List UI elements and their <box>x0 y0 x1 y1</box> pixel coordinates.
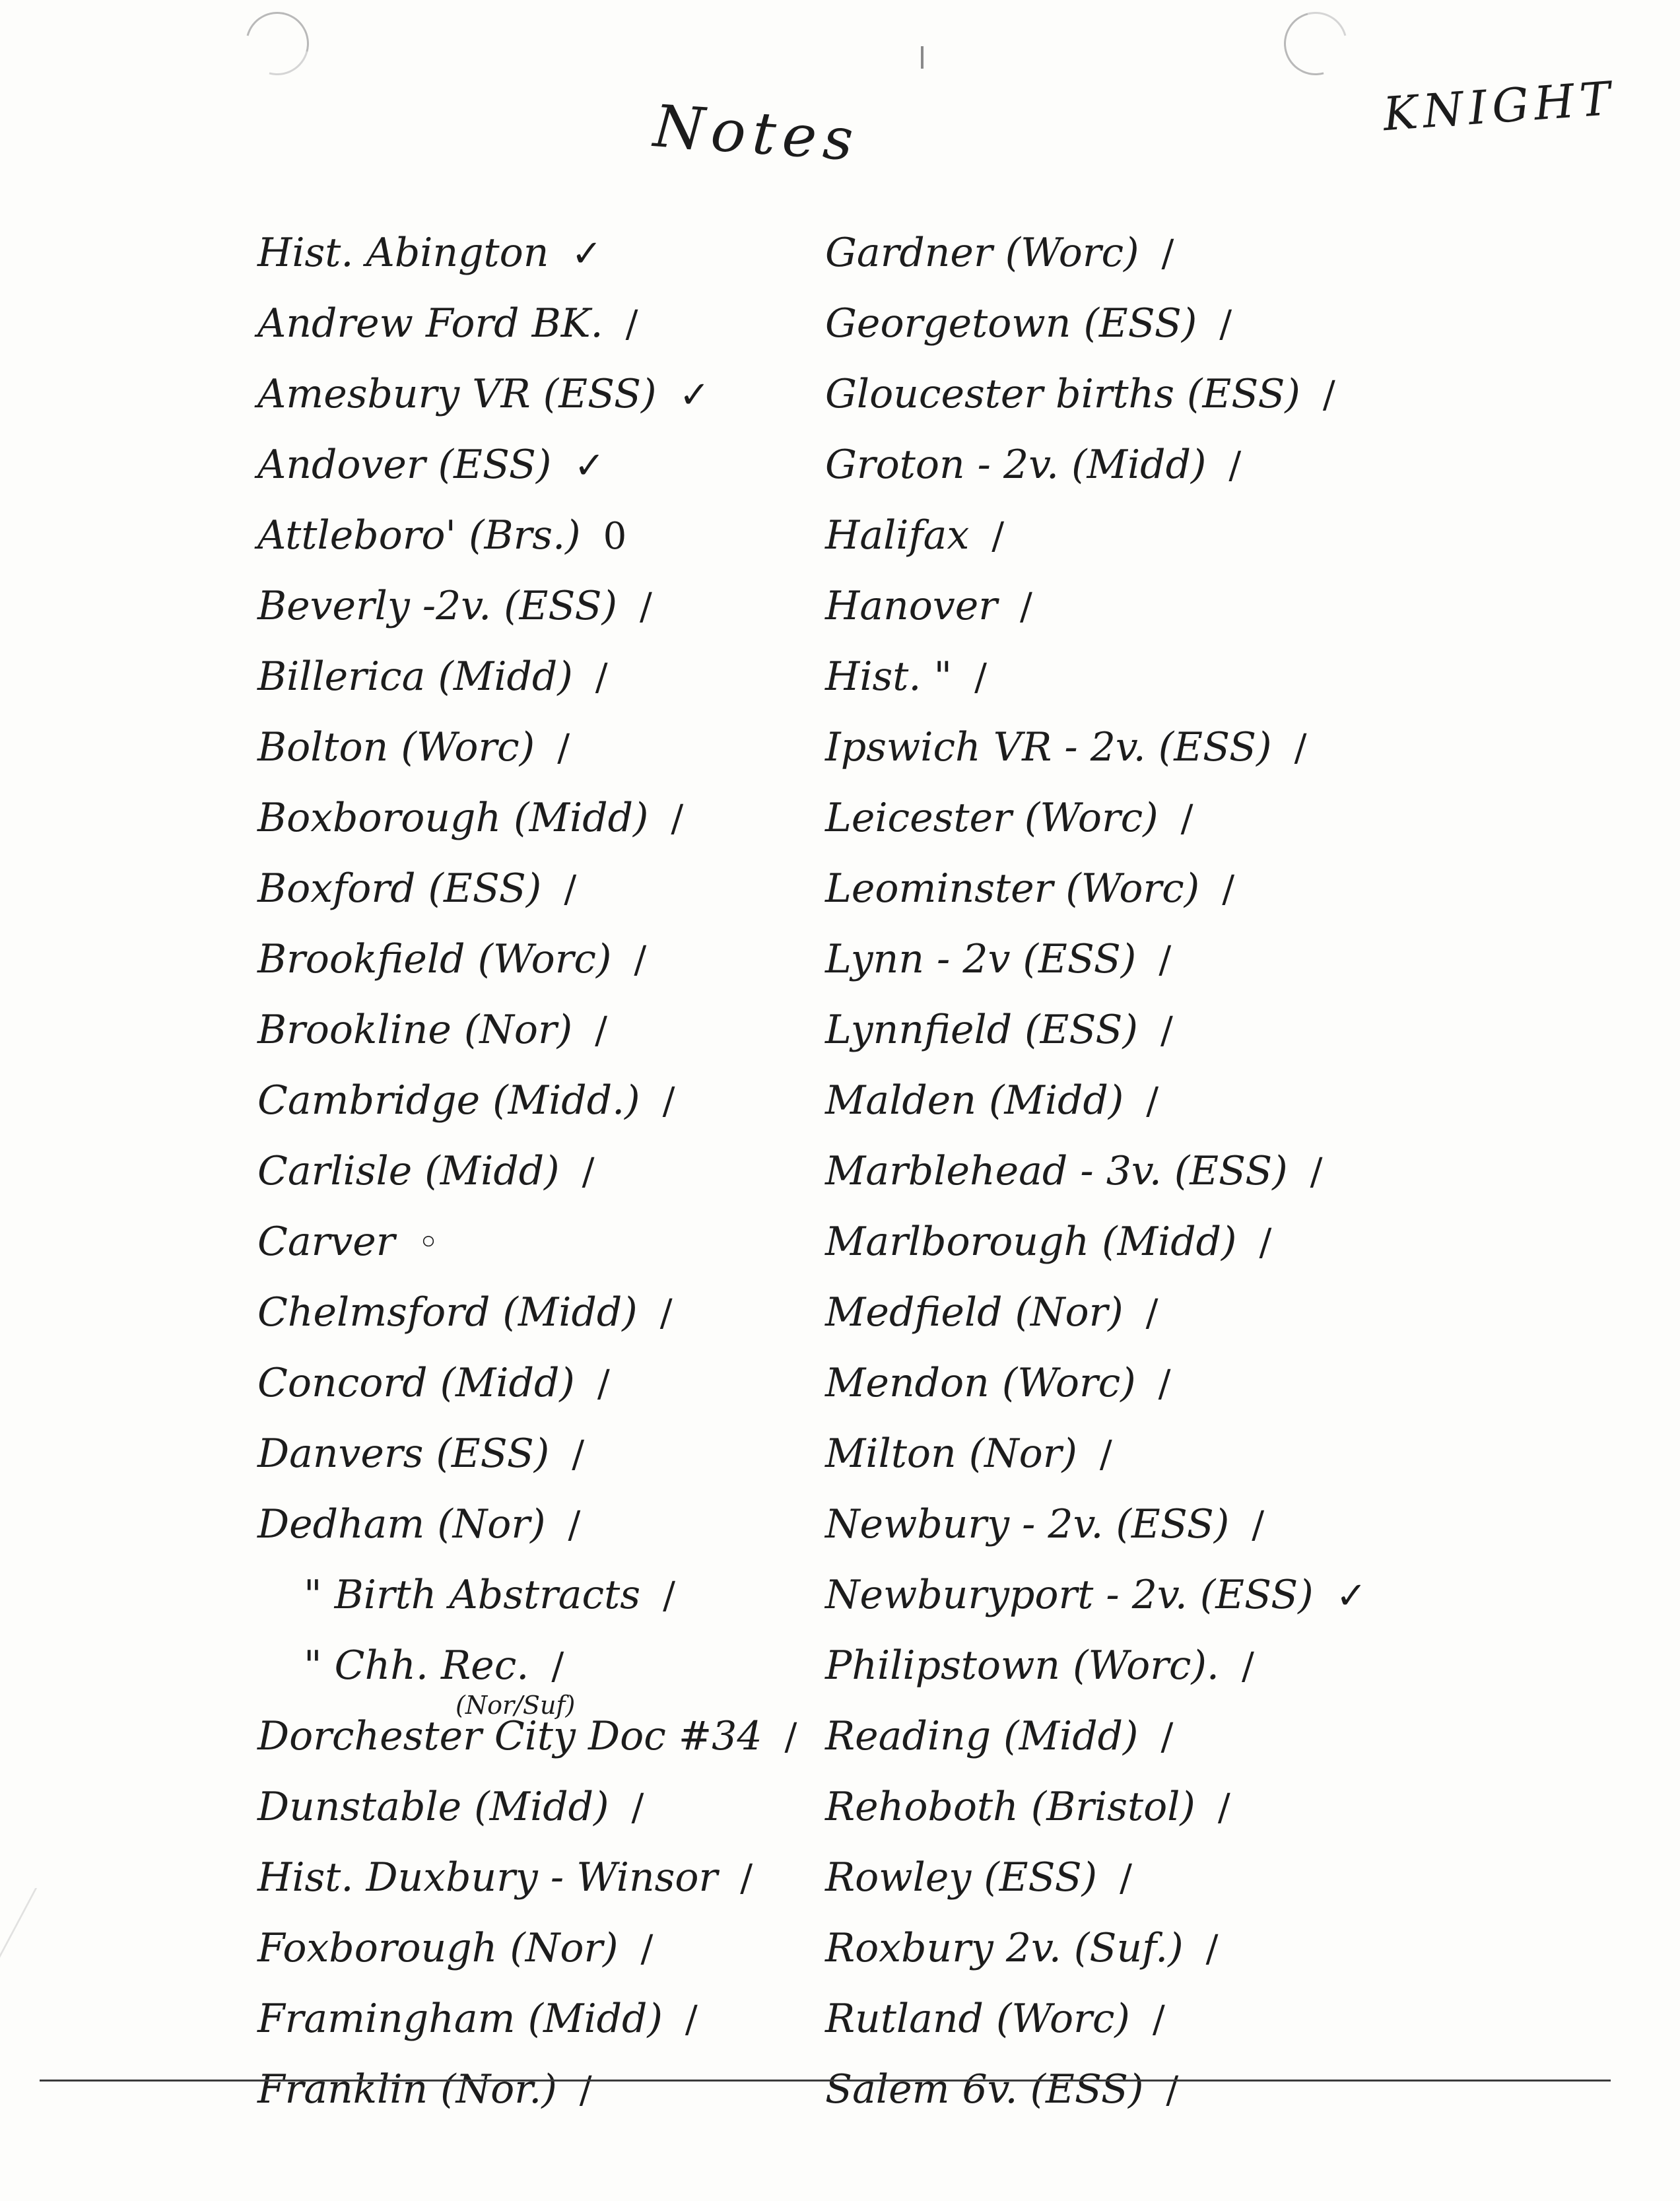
check-mark-icon: / <box>1160 1009 1173 1052</box>
entry-text: Hist. Abington <box>257 230 549 276</box>
check-mark-icon: ◦ <box>417 1221 440 1264</box>
list-item <box>825 288 1419 359</box>
list-item <box>257 854 852 924</box>
list-item <box>257 1136 852 1207</box>
entry-text: Boxborough (Midd) <box>257 795 649 841</box>
list-item <box>825 500 1419 571</box>
check-mark-icon: / <box>625 303 638 346</box>
list-item <box>825 2054 1419 2125</box>
entry-text: Newbury - 2v. (ESS) <box>825 1501 1230 1547</box>
list-item <box>257 1277 852 1348</box>
check-mark-icon: / <box>1146 1080 1159 1123</box>
check-mark-icon: ✓ <box>571 232 603 275</box>
check-mark-icon: / <box>974 656 988 699</box>
check-mark-icon: / <box>597 1363 610 1405</box>
entry-text: Carver <box>257 1219 395 1265</box>
entry-text: Lynn - 2v (ESS) <box>825 936 1137 982</box>
entry-text: Hist. Duxbury - Winsor <box>257 1854 718 1901</box>
entry-text: Milton (Nor) <box>825 1431 1077 1477</box>
entry-text: Gloucester births (ESS) <box>825 371 1300 417</box>
check-mark-icon: ✓ <box>679 374 710 417</box>
list-item <box>257 500 852 571</box>
list-item <box>825 1701 1419 1772</box>
list-item <box>825 359 1419 430</box>
list-item <box>825 1772 1419 1843</box>
check-mark-icon: / <box>1222 868 1235 911</box>
check-mark-icon: / <box>663 1575 675 1617</box>
list-item <box>825 1277 1419 1348</box>
list-item <box>825 430 1419 500</box>
check-mark-icon: / <box>595 1009 607 1052</box>
check-mark-icon: / <box>1294 727 1307 770</box>
surname-heading: KNIGHT <box>1381 71 1618 142</box>
check-mark-icon: 0 <box>603 515 627 558</box>
check-mark-icon: / <box>551 1645 564 1688</box>
list-item <box>825 1560 1419 1631</box>
check-mark-icon: ✓ <box>1335 1575 1367 1617</box>
list-item <box>825 642 1419 712</box>
list-item <box>257 1913 852 1984</box>
list-item <box>825 1913 1419 1984</box>
check-mark-icon: / <box>1160 1716 1174 1759</box>
check-mark-icon: / <box>639 586 652 628</box>
entry-text: Georgetown (ESS) <box>825 300 1197 347</box>
entry-text: Beverly -2v. (ESS) <box>257 583 617 629</box>
check-mark-icon: / <box>1217 1786 1230 1829</box>
check-mark-icon: / <box>572 1433 585 1476</box>
entry-text: Franklin (Nor.) <box>257 2066 557 2113</box>
entry-text: Amesbury VR (ESS) <box>257 371 657 417</box>
entry-text: Mendon (Worc) <box>825 1360 1136 1406</box>
entry-text: Malden (Midd) <box>825 1077 1124 1124</box>
entry-text: Foxborough (Nor) <box>257 1925 619 1971</box>
list-item <box>825 1348 1419 1419</box>
list-item <box>257 218 852 288</box>
list-item <box>825 854 1419 924</box>
entry-annotation: (Nor/Suf) <box>455 1691 576 1720</box>
check-mark-icon: / <box>671 797 684 840</box>
entry-text: Danvers (ESS) <box>257 1431 550 1477</box>
list-item <box>825 1066 1419 1136</box>
check-mark-icon: / <box>1152 1998 1165 2041</box>
entry-text: Leicester (Worc) <box>825 795 1159 841</box>
check-mark-icon: / <box>634 939 647 982</box>
list-item <box>257 995 852 1066</box>
entry-text: Rehoboth (Bristol) <box>825 1784 1195 1830</box>
list-item <box>257 1691 852 1772</box>
entry-text: Andrew Ford BK. <box>257 300 603 347</box>
list-item <box>257 924 852 995</box>
list-item <box>825 995 1419 1066</box>
entry-text: " Birth Abstracts <box>304 1572 641 1618</box>
entry-text: Ipswich VR - 2v. (ESS) <box>825 724 1272 770</box>
check-mark-icon: / <box>1241 1645 1254 1688</box>
check-mark-icon: / <box>1159 939 1172 982</box>
check-mark-icon: / <box>991 515 1005 558</box>
entry-text: Attleboro' (Brs.) <box>257 512 581 559</box>
check-mark-icon: / <box>631 1786 644 1829</box>
entry-text: Hist. " <box>825 654 953 700</box>
check-mark-icon: / <box>685 1998 698 2041</box>
entry-text: Marblehead - 3v. (ESS) <box>825 1148 1288 1194</box>
entry-text: Roxbury 2v. (Suf.) <box>825 1925 1184 1971</box>
check-mark-icon: / <box>1219 303 1232 346</box>
check-mark-icon: / <box>1180 797 1193 840</box>
entry-text: Chelmsford (Midd) <box>257 1289 638 1336</box>
list-item <box>257 288 852 359</box>
list-item <box>257 1984 852 2054</box>
entry-text: Cambridge (Midd.) <box>257 1077 640 1124</box>
check-mark-icon: / <box>1166 2069 1179 2112</box>
bottom-edge-line <box>40 2080 1611 2082</box>
entry-text: Rowley (ESS) <box>825 1854 1098 1901</box>
check-mark-icon: / <box>1120 1857 1132 1900</box>
entry-text: Gardner (Worc) <box>825 230 1139 276</box>
entry-text: Bolton (Worc) <box>257 724 535 770</box>
list-item <box>257 1843 852 1913</box>
list-item <box>257 1207 852 1277</box>
entry-text: Brookfield (Worc) <box>257 936 612 982</box>
check-mark-icon: / <box>579 2069 592 2112</box>
list-item <box>257 1560 852 1631</box>
list-item <box>257 1489 852 1560</box>
entry-text: Hanover <box>825 583 997 629</box>
entry-text: Salem 6v. (ESS) <box>825 2066 1144 2113</box>
check-mark-icon: / <box>659 1292 673 1335</box>
check-mark-icon: / <box>595 656 608 699</box>
entry-text: Groton - 2v. (Midd) <box>825 442 1207 488</box>
list-item <box>825 1984 1419 2054</box>
entry-text: Andover (ESS) <box>257 442 552 488</box>
list-item <box>257 783 852 854</box>
list-item <box>257 642 852 712</box>
check-mark-icon: / <box>1099 1433 1112 1476</box>
check-mark-icon: / <box>564 868 577 911</box>
check-mark-icon: / <box>1161 232 1174 275</box>
list-item <box>825 571 1419 642</box>
check-mark-icon: / <box>1228 444 1242 487</box>
list-item <box>825 1419 1419 1489</box>
list-item <box>825 783 1419 854</box>
page-fold-mark <box>0 1888 116 2020</box>
page-title: Notes <box>651 92 862 174</box>
list-item <box>257 571 852 642</box>
list-item <box>257 1419 852 1489</box>
list-item <box>257 712 852 783</box>
check-mark-icon: / <box>568 1504 581 1547</box>
list-item <box>257 359 852 430</box>
list-item <box>257 430 852 500</box>
entry-text: Philipstown (Worc). <box>825 1642 1219 1689</box>
check-mark-icon: / <box>1205 1928 1219 1971</box>
entry-text: Rutland (Worc) <box>825 1996 1130 2042</box>
list-item <box>825 218 1419 288</box>
list-item <box>825 1207 1419 1277</box>
list-item <box>257 2054 852 2125</box>
entry-text: Concord (Midd) <box>257 1360 575 1406</box>
check-mark-icon: / <box>662 1080 675 1123</box>
entry-text: Medfield (Nor) <box>825 1289 1124 1336</box>
right-column <box>825 218 1419 2125</box>
entry-text: Boxford (ESS) <box>257 865 542 912</box>
list-item <box>825 1136 1419 1207</box>
left-column <box>257 218 852 2125</box>
entry-text: Reading (Midd) <box>825 1713 1139 1759</box>
entry-text: Billerica (Midd) <box>257 654 573 700</box>
entry-text: Newburyport - 2v. (ESS) <box>825 1572 1314 1618</box>
list-item <box>825 1489 1419 1560</box>
list-item <box>825 712 1419 783</box>
check-mark-icon: ✓ <box>574 444 605 487</box>
list-item <box>257 1066 852 1136</box>
list-item <box>257 1348 852 1419</box>
entry-text: " Chh. Rec. <box>304 1642 529 1689</box>
punch-hole-left <box>234 0 320 86</box>
entry-text: Marlborough (Midd) <box>825 1219 1237 1265</box>
entry-text: Framingham (Midd) <box>257 1996 663 2042</box>
check-mark-icon: / <box>1252 1504 1265 1547</box>
check-mark-icon: / <box>557 727 570 770</box>
punch-hole-right <box>1272 0 1359 86</box>
entry-text: Brookline (Nor) <box>257 1007 573 1053</box>
entry-text: Lynnfield (ESS) <box>825 1007 1138 1053</box>
check-mark-icon: / <box>1322 374 1335 417</box>
list-item <box>257 1772 852 1843</box>
check-mark-icon: / <box>640 1928 654 1971</box>
check-mark-icon: / <box>740 1857 753 1900</box>
check-mark-icon: / <box>784 1716 797 1759</box>
check-mark-icon: / <box>1145 1292 1159 1335</box>
check-mark-icon: / <box>1310 1151 1323 1194</box>
check-mark-icon: / <box>1158 1363 1171 1405</box>
entry-text: Dedham (Nor) <box>257 1501 546 1547</box>
entry-text: Carlisle (Midd) <box>257 1148 560 1194</box>
entry-text: Dunstable (Midd) <box>257 1784 609 1830</box>
list-item <box>825 1843 1419 1913</box>
check-mark-icon: / <box>1019 586 1032 628</box>
check-mark-icon: / <box>1259 1221 1272 1264</box>
entry-text: Halifax <box>825 512 970 559</box>
list-item <box>825 1631 1419 1701</box>
list-item <box>825 924 1419 995</box>
check-mark-icon: / <box>582 1151 595 1194</box>
staple-mark <box>921 46 924 69</box>
entry-text: Leominster (Worc) <box>825 865 1200 912</box>
entry-text: Dorchester City Doc #34 <box>257 1713 762 1759</box>
